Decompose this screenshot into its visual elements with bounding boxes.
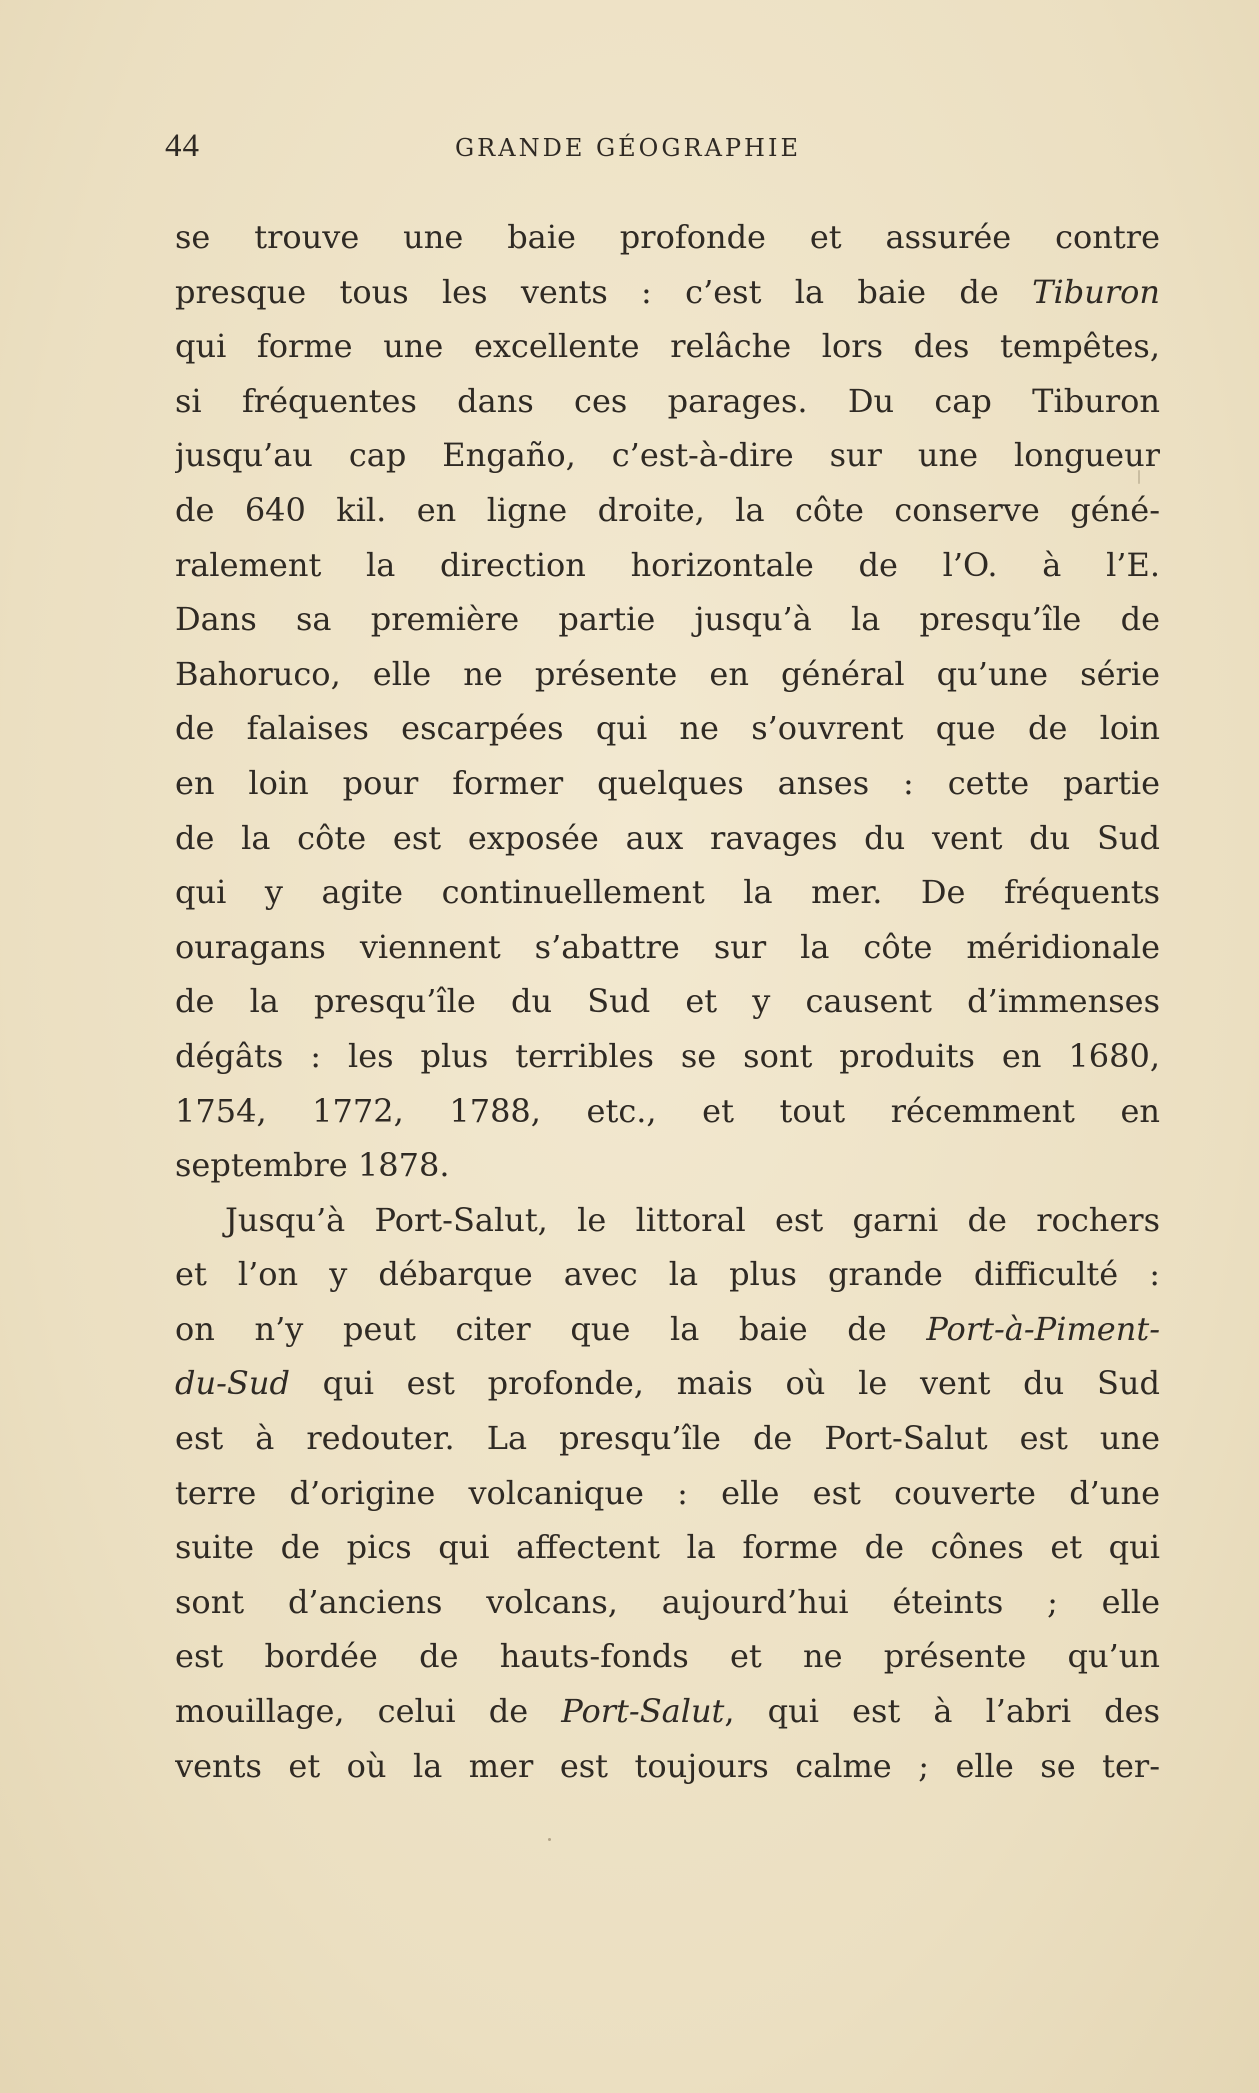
text-line: vents et où la mer est toujours calme ; elle se ter- [175, 1746, 1160, 1785]
place-name: Port-Salut [561, 1692, 725, 1731]
text-line: on n’y peut citer que la baie de Port-à-Piment- [175, 1309, 1160, 1348]
text-line: en loin pour former quelques anses : cette partie [175, 763, 1160, 802]
text-line: et l’on y débarque avec la plus grande difficulté : [175, 1255, 1160, 1294]
page-number: 44 [165, 128, 200, 164]
text-line: Jusqu’à Port-Salut, le littoral est garni de rochers [225, 1200, 1160, 1239]
text-line: sont d’anciens volcans, aujourd’hui éteints ; elle [175, 1582, 1160, 1621]
text-line: ouragans viennent s’abattre sur la côte méridionale [175, 927, 1160, 966]
text-line: septembre 1878. [175, 1146, 450, 1185]
text-line: Bahoruco, elle ne présente en général qu’une série [175, 654, 1160, 693]
running-title: GRANDE GÉOGRAPHIE [455, 134, 801, 162]
place-name: du-Sud [175, 1364, 290, 1403]
text-line: suite de pics qui affectent la forme de cônes et qui [175, 1528, 1160, 1567]
text-line: 1754, 1772, 1788, etc., et tout récemment en [175, 1091, 1160, 1130]
place-name: Port-à-Piment- [926, 1309, 1160, 1348]
text-line: du-Sud qui est profonde, mais où le vent du Sud [175, 1364, 1160, 1403]
text-line: qui y agite continuellement la mer. De fréquents [175, 873, 1160, 912]
body-text [175, 210, 1160, 1793]
text-line: qui forme une excellente relâche lors des tempêtes, [175, 327, 1160, 366]
text-line: se trouve une baie profonde et assurée contre [175, 218, 1160, 256]
text-line: si fréquentes dans ces parages. Du cap Tiburon [175, 381, 1160, 420]
text-line: terre d’origine volcanique : elle est couverte d’une [175, 1473, 1160, 1512]
text-line: de la côte est exposée aux ravages du vent du Sud [175, 818, 1160, 857]
text-line: de la presqu’île du Sud et y causent d’immenses [175, 982, 1160, 1021]
paper-speck [1138, 470, 1140, 484]
text-line: mouillage, celui de Port-Salut, qui est à l’abri des [175, 1692, 1160, 1731]
running-head [165, 128, 1160, 178]
paper-speck [548, 1838, 551, 1841]
text-line: Dans sa première partie jusqu’à la presqu’île de [175, 600, 1160, 639]
text-line: presque tous les vents : c’est la baie de Tiburon [175, 272, 1160, 311]
text-line: dégâts : les plus terribles se sont produits en 1680, [175, 1036, 1160, 1075]
place-name: Tiburon [1032, 272, 1160, 311]
text-line: est à redouter. La presqu’île de Port-Salut est une [175, 1419, 1160, 1458]
text-line: de 640 kil. en ligne droite, la côte conserve géné- [175, 490, 1160, 529]
text-line: de falaises escarpées qui ne s’ouvrent que de loin [175, 709, 1160, 748]
text-line: ralement la direction horizontale de l’O. à l’E. [175, 545, 1160, 584]
text-line: est bordée de hauts-fonds et ne présente qu’un [175, 1637, 1160, 1676]
text-line: jusqu’au cap Engaño, c’est-à-dire sur une longueur [175, 436, 1160, 475]
